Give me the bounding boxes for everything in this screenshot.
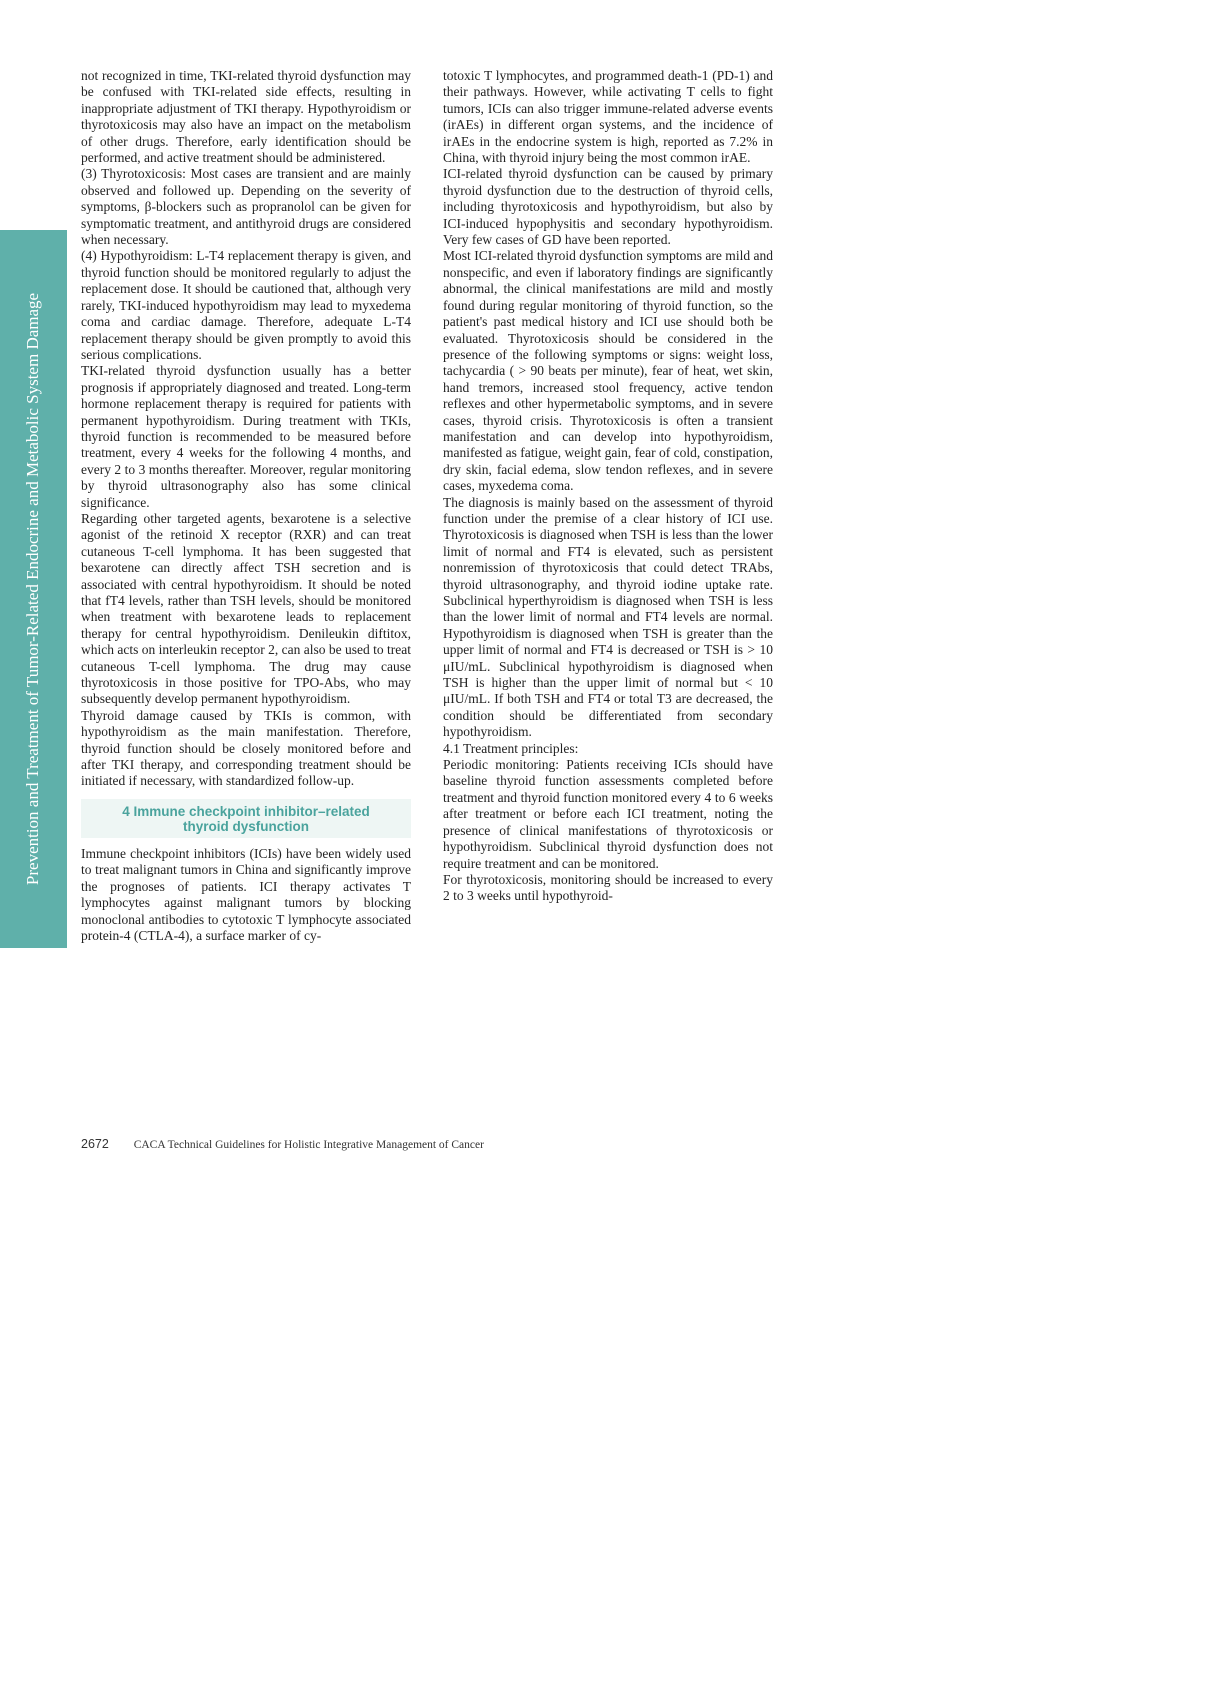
paragraph: Periodic monitoring: Patients receiving ICIs should have baseline thyroid function assessments completed before treatment and thyroid function monitored every 4 to 6 weeks after treatment or before each ICI treatment, noting the presence of clinical manifestations of thyrotoxicosis or hypothyroidism. Subclinical thyroid dysfunction does not require treatment and can be monitored. [443, 757, 773, 871]
paragraph: The diagnosis is mainly based on the assessment of thyroid function under the premise of a clear history of ICI use. Thyrotoxicosis is diagnosed when TSH is less than the lower limit of normal and FT4 is elevated, such as persistent nonremission of thyrotoxicosis that could detect TRAbs, thyroid ultrasonography, and thyroid iodine uptake rate. Subclinical hyperthyroidism is diagnosed when TSH is less than the lower limit of normal and FT4 levels are normal. Hypothyroidism is diagnosed when TSH is greater than the upper limit of normal and FT4 is decreased or TSH is > 10 μIU/mL. Subclinical hypothyroidism is diagnosed when TSH is higher than the upper limit of normal but < 10 μIU/mL. If both TSH and FT4 or total T3 are decreased, the condition should be differentiated from secondary hypothyroidism. [443, 494, 773, 740]
paragraph: Regarding other targeted agents, bexarotene is a selective agonist of the retinoid X receptor (RXR) and can treat cutaneous T-cell lymphoma. It has been suggested that bexarotene can directly affect TSH secretion and is associated with central hypothyroidism. It should be noted that fT4 levels, rather than TSH levels, should be monitored when treatment with bexarotene leads to replacement therapy for central hypothyroidism. Denileukin diftitox, which acts on interleukin receptor 2, can also be used to treat cutaneous T-cell lymphoma. The drug may cause thyrotoxicosis in those positive for TPO-Abs, who may subsequently develop permanent hypothyroidism. [81, 510, 411, 707]
paragraph: Immune checkpoint inhibitors (ICIs) have been widely used to treat malignant tumors in China and significantly improve the prognoses of patients. ICI therapy activates T lymphocytes against malignant tumors by blocking monoclonal antibodies to cytotoxic T lymphocyte associated protein-4 (CTLA-4), a surface marker of cy- [81, 845, 411, 943]
paragraph: TKI-related thyroid dysfunction usually has a better prognosis if appropriately diagnosed and treated. Long-term hormone replacement therapy is required for patients with permanent hypothyroidism. During treatment with TKIs, thyroid function is recommended to be measured before treatment, every 4 weeks for the following 4 months, and every 2 to 3 months thereafter. Moreover, regular monitoring by thyroid ultrasonography also has some clinical significance. [81, 363, 411, 510]
paragraph: (4) Hypothyroidism: L-T4 replacement therapy is given, and thyroid function should be monitored regularly to adjust the replacement dose. It should be cautioned that, although very rarely, TKI-induced hypothyroidism may lead to myxedema coma and cardiac damage. Therefore, adequate L-T4 replacement therapy should be given promptly to avoid this serious complications. [81, 248, 411, 362]
paragraph: Thyroid damage caused by TKIs is common, with hypothyroidism as the main manifestation. Therefore, thyroid function should be closely monitored before and after TKI therapy, and corresponding treatment should be initiated if necessary, with standardized follow-up. [81, 707, 411, 789]
paragraph: ICI-related thyroid dysfunction can be caused by primary thyroid dysfunction due to the destruction of thyroid cells, including thyrotoxicosis and hypothyroidism, but also by ICI-induced hypophysitis and secondary hypothyroidism. Very few cases of GD have been reported. [443, 166, 773, 248]
section-heading [81, 799, 411, 838]
page-number: 2672 [81, 1137, 109, 1151]
side-section-tab [0, 230, 67, 948]
left-column [81, 68, 411, 944]
paragraph: not recognized in time, TKI-related thyroid dysfunction may be confused with TKI-related side effects, resulting in inappropriate adjustment of TKI therapy. Hypothyroidism or thyrotoxicosis may also have an impact on the metabolism of other drugs. Therefore, early identification should be performed, and active treatment should be administered. [81, 68, 411, 166]
paragraph: For thyrotoxicosis, monitoring should be increased to every 2 to 3 weeks until hypothyroid- [443, 871, 773, 904]
section-heading-line: thyroid dysfunction [183, 818, 309, 834]
paragraph: (3) Thyrotoxicosis: Most cases are transient and are mainly observed and followed up. Depending on the severity of symptoms, β-blockers such as propranolol can be given for symptomatic treatment, and antithyroid drugs are considered when necessary. [81, 166, 411, 248]
journal-title: CACA Technical Guidelines for Holistic Integrative Management of Cancer [133, 1139, 484, 1151]
paragraph: totoxic T lymphocytes, and programmed death-1 (PD-1) and their pathways. However, while activating T cells to fight tumors, ICIs can also trigger immune-related adverse events (irAEs) in different organ systems, and the incidence of irAEs in the endocrine system is high, reported as 7.2% in China, with thyroid injury being the most common irAE. [443, 68, 773, 166]
side-section-title: Prevention and Treatment of Tumor-Related Endocrine and Metabolic System Damage [23, 292, 42, 886]
right-column [443, 68, 773, 905]
page-footer [81, 1137, 484, 1151]
paragraph: Most ICI-related thyroid dysfunction symptoms are mild and nonspecific, and even if laboratory findings are significantly abnormal, the clinical manifestations are mild and mostly found during regular monitoring of thyroid function, so the patient's past medical history and ICI use should both be evaluated. Thyrotoxicosis should be considered in the presence of the following symptoms or signs: weight loss, tachycardia ( > 90 beats per minute), fear of heat, wet skin, hand tremors, increased stool frequency, active tendon reflexes and other hypermetabolic symptoms, and in severe cases, thyroid crisis. Thyrotoxicosis is often a transient manifestation and can develop into hypothyroidism, manifested as fatigue, weight gain, fear of cold, constipation, dry skin, facial edema, slow tendon reflexes, and in severe cases, myxedema coma. [443, 248, 773, 494]
section-heading-line: 4 Immune checkpoint inhibitor–related [122, 803, 370, 819]
subsection-heading: 4.1 Treatment principles: [443, 740, 579, 756]
